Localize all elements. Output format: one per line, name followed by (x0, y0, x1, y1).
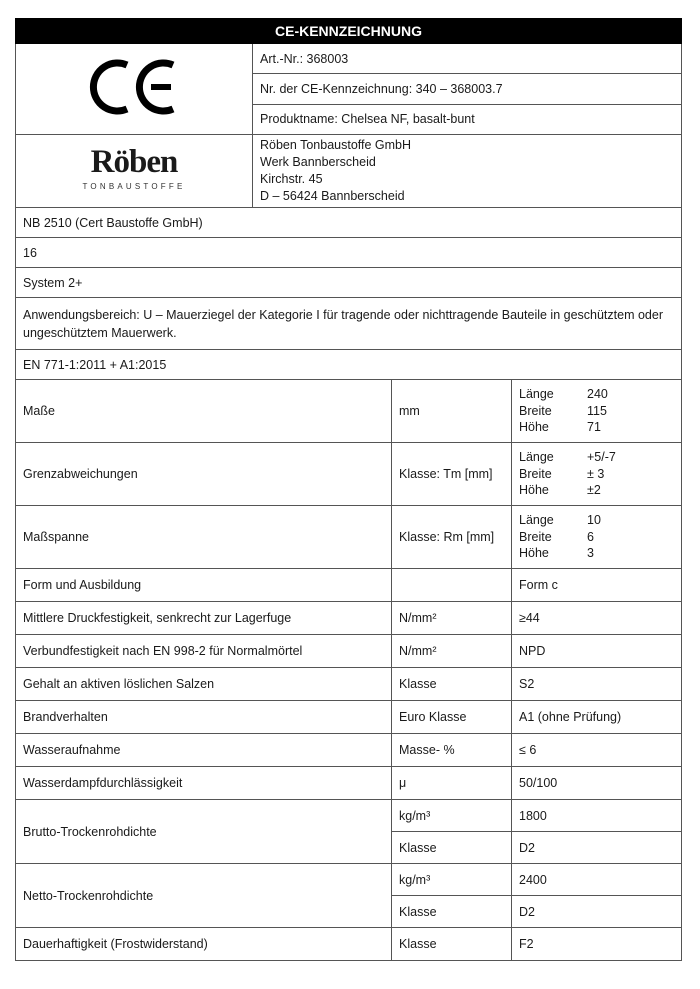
property-value: A1 (ohne Prüfung) (512, 701, 682, 734)
dimension-axis: Breite (519, 529, 552, 544)
property-value: Form c (512, 569, 682, 602)
density-value: 2400 (512, 864, 682, 896)
dimension-value-row (519, 466, 674, 483)
dimension-number: ± 3 (587, 466, 605, 481)
page-title: CE-KENNZEICHNUNG (16, 19, 682, 44)
density-unit: Klasse (392, 896, 512, 928)
dimension-number: 3 (587, 546, 594, 561)
property-unit: Euro Klasse (392, 701, 512, 734)
ce-marking-table (15, 18, 682, 961)
durability-label: Dauerhaftigkeit (Frostwiderstand) (16, 928, 392, 961)
company-plant: Werk Bannberscheid (260, 155, 376, 169)
dimension-axis: Höhe (519, 483, 549, 498)
dimension-number: +5/-7 (587, 450, 616, 465)
dimension-number: ±2 (587, 483, 601, 498)
dimension-label: Maße (16, 380, 392, 443)
dimension-value-row (519, 403, 674, 420)
standard: EN 771-1:2011 + A1:2015 (16, 350, 682, 380)
dimension-unit: Klasse: Rm [mm] (392, 506, 512, 569)
dimension-axis: Länge (519, 450, 554, 465)
property-unit (392, 569, 512, 602)
dimension-values (512, 506, 682, 569)
dimension-number: 6 (587, 529, 594, 544)
property-unit: Masse- % (392, 734, 512, 767)
dimension-values (512, 380, 682, 443)
density-value: D2 (512, 832, 682, 864)
durability-value: F2 (512, 928, 682, 961)
dimension-values-table (519, 386, 674, 436)
product-name: Produktname: Chelsea NF, basalt-bunt (253, 104, 682, 134)
dimension-row (16, 380, 682, 443)
density-row (16, 800, 682, 832)
article-number: Art.-Nr.: 368003 (253, 44, 682, 74)
durability-unit: Klasse (392, 928, 512, 961)
ce-mark-icon (89, 57, 179, 117)
ce-number: Nr. der CE-Kennzeichnung: 340 – 368003.7 (253, 74, 682, 104)
property-row (16, 569, 682, 602)
year: 16 (16, 238, 682, 268)
notified-body: NB 2510 (Cert Baustoffe GmbH) (16, 208, 682, 238)
dimension-value-row (519, 529, 674, 546)
dimension-axis: Höhe (519, 546, 549, 561)
densities-section (16, 800, 682, 928)
property-row (16, 602, 682, 635)
density-label: Brutto-Trockenrohdichte (16, 800, 392, 864)
property-value: ≤ 6 (512, 734, 682, 767)
dimension-axis: Höhe (519, 420, 549, 435)
company-address (253, 135, 682, 208)
property-unit: Klasse (392, 668, 512, 701)
dimension-row (16, 443, 682, 506)
dimension-unit: Klasse: Tm [mm] (392, 443, 512, 506)
system: System 2+ (16, 268, 682, 298)
property-row (16, 767, 682, 800)
dimension-axis: Länge (519, 513, 554, 528)
dimension-axis: Breite (519, 403, 552, 418)
dimension-number: 10 (587, 513, 601, 528)
dimension-row (16, 506, 682, 569)
dimension-value-row (519, 386, 674, 403)
dimension-value-row (519, 449, 674, 466)
dimension-number: 240 (587, 387, 608, 402)
usage: Anwendungsbereich: U – Mauerziegel der Kategorie I für tragende oder nichttragende Bauteile in geschütztem oder ungeschütztem Mauerwerk. (16, 298, 682, 350)
density-unit: Klasse (392, 832, 512, 864)
company-city: D – 56424 Bannberscheid (260, 189, 405, 203)
dimension-label: Grenzabweichungen (16, 443, 392, 506)
property-row (16, 701, 682, 734)
property-value: 50/100 (512, 767, 682, 800)
density-value: D2 (512, 896, 682, 928)
density-row (16, 864, 682, 896)
dimension-axis: Breite (519, 466, 552, 481)
dimension-value-row (519, 512, 674, 529)
dimensions-section (16, 380, 682, 569)
property-label: Form und Ausbildung (16, 569, 392, 602)
density-unit: kg/m³ (392, 864, 512, 896)
logo-subtitle: TONBAUSTOFFE (82, 182, 186, 191)
dimension-number: 71 (587, 420, 601, 435)
dimension-number: 115 (587, 403, 607, 418)
dimension-value-row (519, 419, 674, 436)
company-logo (16, 135, 253, 208)
property-value: ≥44 (512, 602, 682, 635)
property-label: Gehalt an aktiven löslichen Salzen (16, 668, 392, 701)
property-unit: N/mm² (392, 602, 512, 635)
property-label: Brandverhalten (16, 701, 392, 734)
property-row (16, 635, 682, 668)
property-label: Verbundfestigkeit nach EN 998-2 für Normalmörtel (16, 635, 392, 668)
logo-wordmark: Röben (90, 144, 178, 180)
dimension-values-table (519, 512, 674, 562)
density-label: Netto-Trockenrohdichte (16, 864, 392, 928)
density-unit: kg/m³ (392, 800, 512, 832)
dimension-values (512, 443, 682, 506)
property-label: Wasserdampfdurchlässigkeit (16, 767, 392, 800)
ce-marking-sheet (15, 18, 681, 961)
property-unit: N/mm² (392, 635, 512, 668)
company-street: Kirchstr. 45 (260, 172, 323, 186)
dimension-value-row (519, 482, 674, 499)
property-label: Wasseraufnahme (16, 734, 392, 767)
property-row (16, 734, 682, 767)
dimension-value-row (519, 545, 674, 562)
properties-section (16, 569, 682, 800)
dimension-label: Maßspanne (16, 506, 392, 569)
density-value: 1800 (512, 800, 682, 832)
property-label: Mittlere Druckfestigkeit, senkrecht zur Lagerfuge (16, 602, 392, 635)
property-unit: μ (392, 767, 512, 800)
dimension-values-table (519, 449, 674, 499)
property-value: S2 (512, 668, 682, 701)
property-value: NPD (512, 635, 682, 668)
dimension-unit: mm (392, 380, 512, 443)
property-row (16, 668, 682, 701)
dimension-axis: Länge (519, 387, 554, 402)
ce-mark-cell (16, 44, 253, 135)
company-name: Röben Tonbaustoffe GmbH (260, 138, 412, 152)
